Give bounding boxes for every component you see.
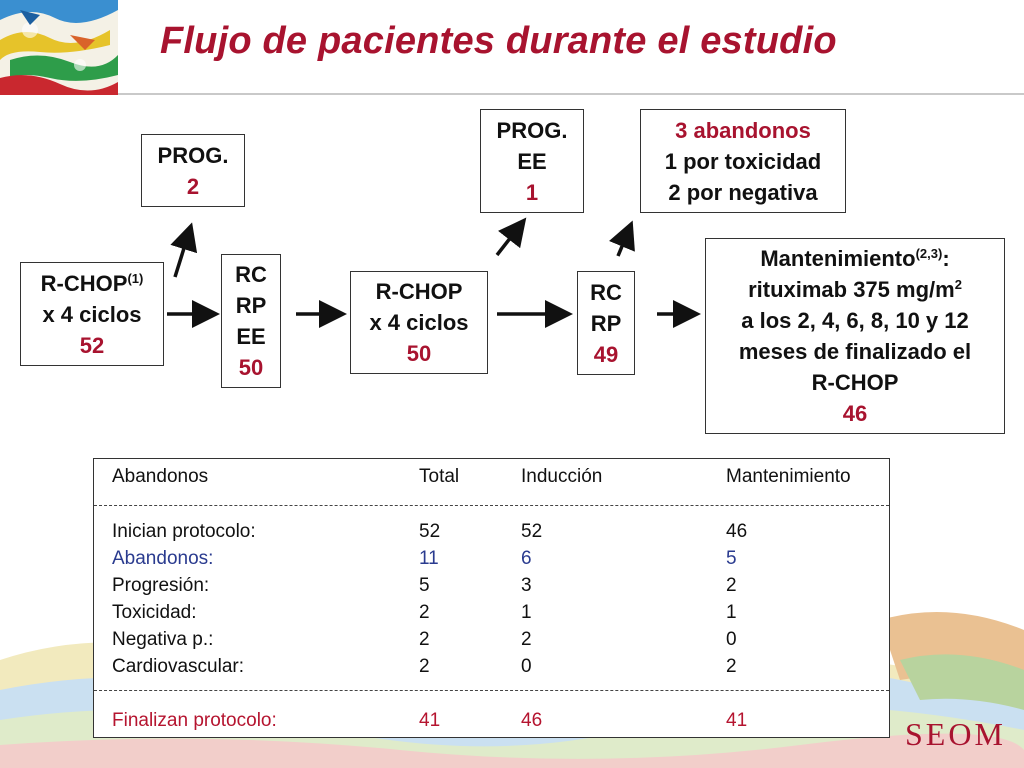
dropouts-toxicity: 1 por toxicidad [664,148,822,174]
row-label: Toxicidad: [112,602,197,623]
maintenance-schedule-cont: meses de finalizado el [738,339,972,364]
row-label: Cardiovascular: [112,656,244,677]
response-2-rp: RP [590,310,622,336]
maintenance-dose-exp: 2 [954,277,962,292]
response-1-ee: EE [236,324,266,349]
row-mantenimiento: 1 [726,602,737,623]
response-2-rc: RC [590,279,622,305]
dropouts-refusal: 2 por negativa [668,179,818,205]
row-label: Abandonos: [112,548,214,569]
row-induccion: 0 [521,656,532,677]
response-2-count: 49 [593,341,619,367]
table-row [112,601,892,625]
maintenance-schedule-end: R-CHOP [811,370,899,395]
dropouts-total: 3 abandonos [675,117,811,143]
rchop-initial-label: R-CHOP [40,270,128,296]
response-box-2 [577,271,635,375]
row-mantenimiento: 0 [726,629,737,650]
table-divider-bottom [94,690,889,691]
response-1-rp: RP [235,293,267,318]
table-row [112,628,892,652]
dropouts-table [93,458,890,738]
row-label: Inician protocolo: [112,521,256,542]
table-row [112,547,892,571]
final-label: Finalizan protocolo: [112,710,277,731]
response-1-rc: RC [235,262,267,287]
rchop-initial-count: 52 [79,332,105,358]
row-label: Negativa p.: [112,629,214,650]
progression-1-count: 2 [186,173,200,199]
header-mantenimiento: Mantenimiento [726,466,851,487]
row-total: 2 [419,656,430,677]
row-total: 2 [419,629,430,650]
maintenance-dose: rituximab 375 mg/m [748,277,955,302]
rchop-initial-ref: (1) [127,270,144,286]
row-induccion: 6 [521,548,532,569]
arrow-to-progression-2 [497,223,522,255]
rchop-initial-box [20,262,164,366]
row-induccion: 3 [521,575,532,596]
mosaic-corner-decoration [0,0,118,95]
rchop-second-label: R-CHOP [375,279,463,304]
maintenance-colon: : [942,246,950,271]
dropouts-box [640,109,846,213]
row-mantenimiento: 2 [726,575,737,596]
progression-box-1 [141,134,245,207]
row-total: 5 [419,575,430,596]
row-mantenimiento: 2 [726,656,737,677]
progression-1-label: PROG. [157,142,229,168]
row-total: 11 [419,548,439,569]
row-mantenimiento: 46 [726,521,748,542]
header-induccion: Inducción [521,466,603,487]
row-induccion: 1 [521,602,532,623]
progression-2-label: PROG. [496,117,568,143]
arrow-to-progression-1 [175,229,190,277]
row-induccion: 52 [521,521,543,542]
header-total: Total [419,466,460,487]
row-label: Progresión: [112,575,210,596]
row-mantenimiento: 5 [726,548,737,569]
table-row [112,574,892,598]
row-induccion: 2 [521,629,532,650]
maintenance-ref: (2,3) [915,246,943,261]
maintenance-schedule: a los 2, 4, 6, 8, 10 y 12 [741,308,969,333]
page-title: Flujo de pacientes durante el estudio [160,20,837,62]
row-total: 52 [419,521,441,542]
table-row [112,520,892,544]
final-total: 41 [419,710,441,731]
seom-logo: SEOM [905,716,1006,752]
response-1-count: 50 [238,355,264,380]
rchop-initial-cycles: x 4 ciclos [42,301,142,327]
rchop-second-box [350,271,488,374]
table-header-row [112,465,892,489]
maintenance-label: Mantenimiento [760,246,916,271]
row-total: 2 [419,602,430,623]
progression-2-count: 1 [525,179,539,205]
table-divider-top [94,505,889,506]
final-mantenimiento: 41 [726,710,748,731]
table-final-row [112,709,892,733]
rchop-second-count: 50 [406,341,432,366]
rchop-second-cycles: x 4 ciclos [369,310,469,335]
header-abandonos: Abandonos [112,466,209,487]
progression-box-2 [480,109,584,213]
response-box-1 [221,254,281,388]
final-induccion: 46 [521,710,543,731]
progression-2-ee: EE [517,148,547,174]
arrow-to-dropouts [618,227,630,256]
maintenance-box [705,238,1005,434]
table-row [112,655,892,679]
maintenance-count: 46 [842,401,868,426]
title-divider [118,93,1024,95]
